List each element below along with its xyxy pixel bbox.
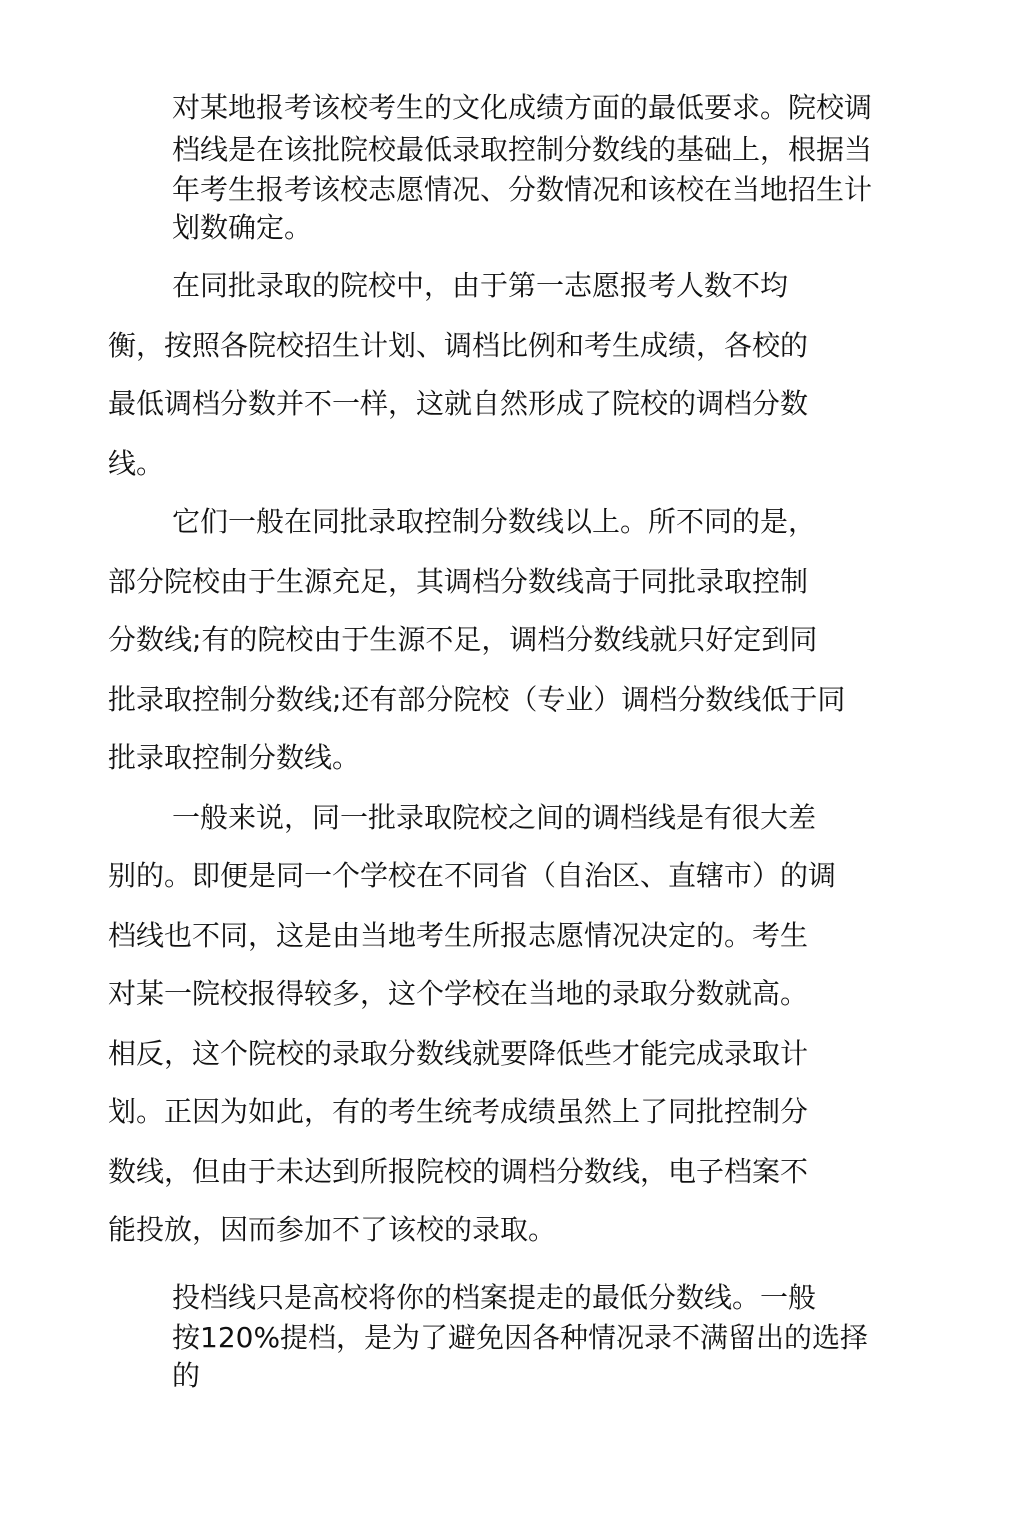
paragraph-4-line-7: 数线，但由于未达到所报院校的调档分数线，电子档案不 — [108, 1155, 809, 1188]
paragraph-2-line-1: 在同批录取的院校中，由于第一志愿报考人数不均 — [172, 269, 789, 302]
paragraph-4-line-3: 档线也不同，这是由当地考生所报志愿情况决定的。考生 — [108, 919, 809, 952]
paragraph-3-line-5: 批录取控制分数线。 — [108, 741, 361, 774]
paragraph-3-line-4: 批录取控制分数线;还有部分院校（专业）调档分数线低于同 — [108, 683, 846, 716]
paragraph-5-line-1: 投档线只是高校将你的档案提走的最低分数线。一般 — [172, 1281, 817, 1314]
paragraph-2-line-3: 最低调档分数并不一样，这就自然形成了院校的调档分数 — [108, 387, 809, 420]
paragraph-2-line-4: 线。 — [108, 447, 165, 480]
paragraph-1-line-2: 档线是在该批院校最低录取控制分数线的基础上，根据当 — [172, 133, 873, 166]
paragraph-4-line-4: 对某一院校报得较多，这个学校在当地的录取分数就高。 — [108, 977, 809, 1010]
paragraph-1-line-4: 划数确定。 — [172, 211, 313, 244]
paragraph-4-line-5: 相反，这个院校的录取分数线就要降低些才能完成录取计 — [108, 1037, 809, 1070]
paragraph-4-line-2: 别的。即便是同一个学校在不同省（自治区、直辖市）的调 — [108, 859, 837, 892]
paragraph-3-line-2: 部分院校由于生源充足，其调档分数线高于同批录取控制 — [108, 565, 809, 598]
paragraph-5-line-3: 的 — [172, 1359, 201, 1392]
paragraph-4-line-8: 能投放，因而参加不了该校的录取。 — [108, 1213, 557, 1246]
paragraph-3-line-1: 它们一般在同批录取控制分数线以上。所不同的是， — [172, 505, 817, 538]
paragraph-3-line-3: 分数线;有的院校由于生源不足，调档分数线就只好定到同 — [108, 623, 818, 656]
paragraph-2-line-2: 衡，按照各院校招生计划、调档比例和考生成绩，各校的 — [108, 329, 809, 362]
paragraph-4-line-6: 划。正因为如此，有的考生统考成绩虽然上了同批控制分 — [108, 1095, 809, 1128]
paragraph-5-line-2: 按120%提档，是为了避免因各种情况录不满留出的选择 — [172, 1321, 869, 1354]
paragraph-4-line-1: 一般来说，同一批录取院校之间的调档线是有很大差 — [172, 801, 817, 834]
paragraph-1-line-1: 对某地报考该校考生的文化成绩方面的最低要求。院校调 — [172, 91, 873, 124]
paragraph-1-line-3: 年考生报考该校志愿情况、分数情况和该校在当地招生计 — [172, 173, 873, 206]
